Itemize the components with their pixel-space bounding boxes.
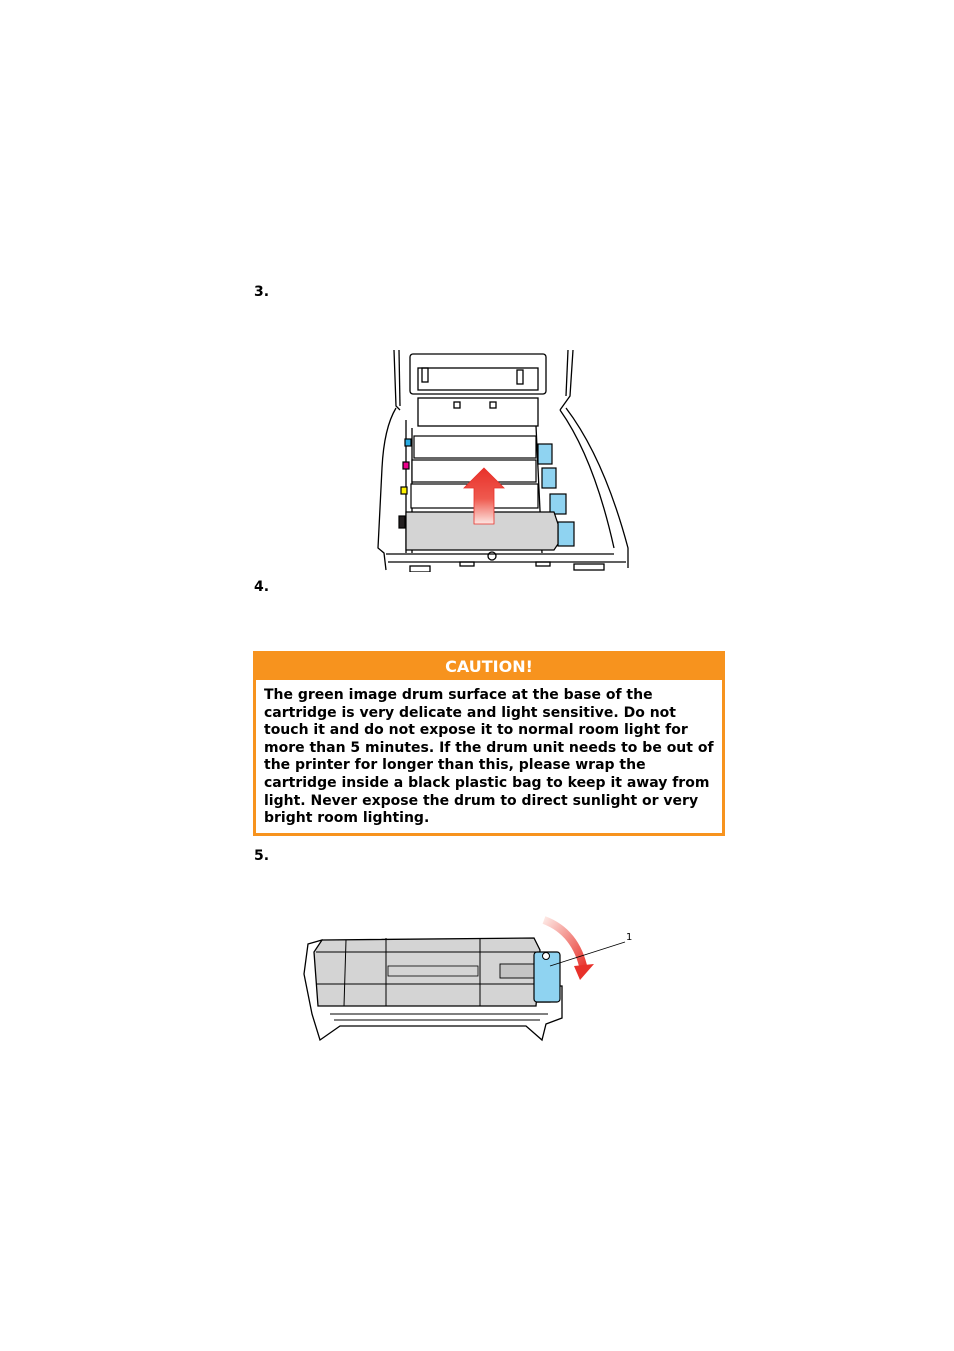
printer-open-illustration xyxy=(366,348,632,572)
drum-cartridge-illustration xyxy=(300,914,640,1044)
caution-title: CAUTION! xyxy=(256,654,722,680)
caution-box xyxy=(253,651,725,836)
callout-label: 1 xyxy=(626,932,633,943)
step-4-number: 4. xyxy=(254,579,270,595)
caution-text: The green image drum surface at the base of the cartridge is very delicate and light sensitive. Do not touch it and do not expose it to normal room light for more than 5 minutes. If the drum unit needs to be out of the printer for longer than this, please wrap the cartridge inside a black plastic bag to keep it away from light. Never expose the drum to direct sunlight or very bright room lighting. xyxy=(264,687,714,827)
step-5-number: 5. xyxy=(254,848,270,864)
step-3-number: 3. xyxy=(254,284,270,300)
